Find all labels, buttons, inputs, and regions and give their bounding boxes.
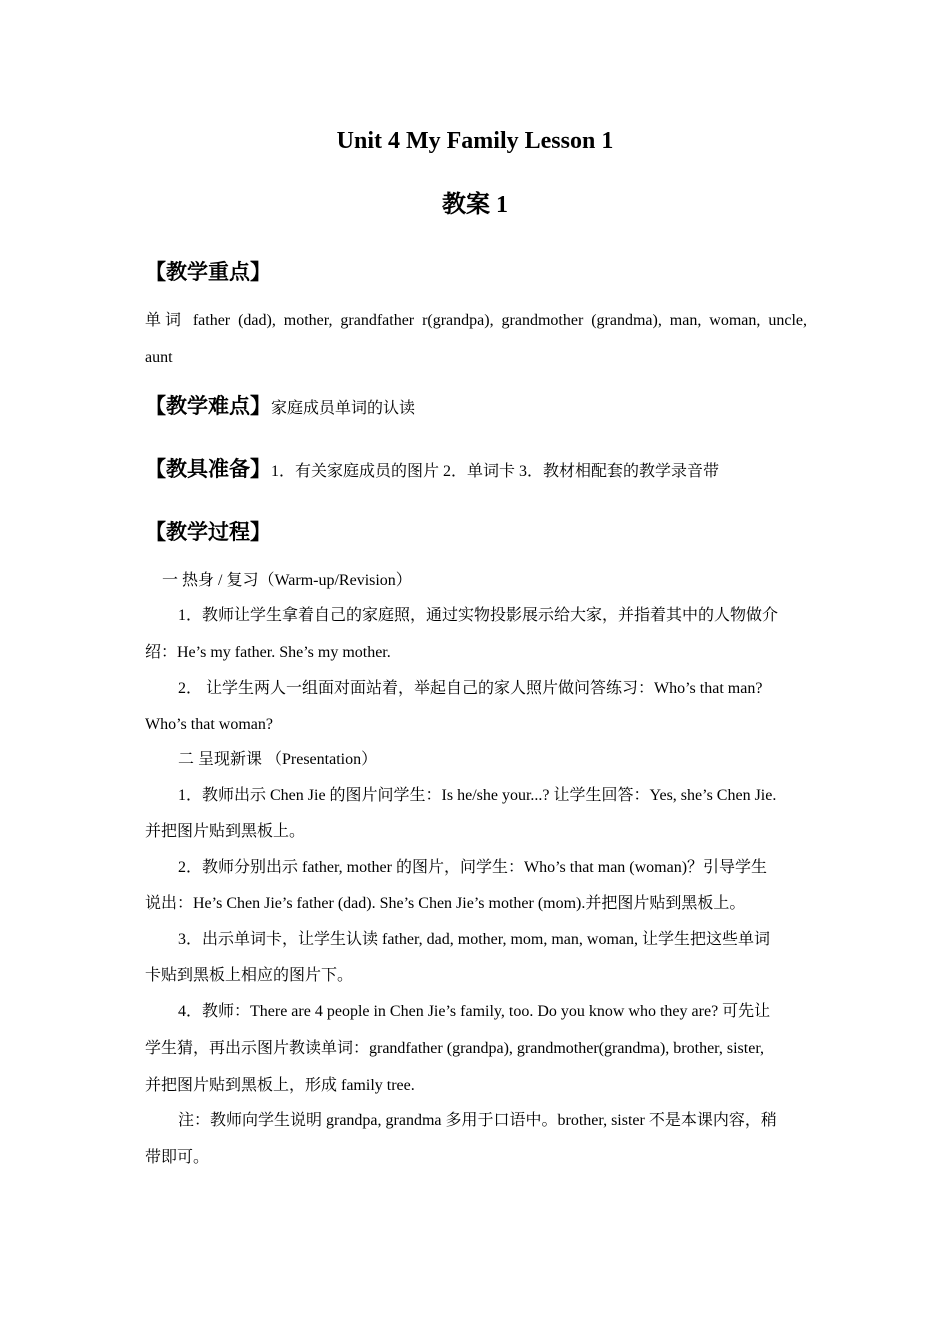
materials-heading: 【教具准备】: [145, 457, 271, 481]
note-line2: 带即可。: [145, 1149, 210, 1166]
step2-p4-line1: 4．教师：There are 4 people in Chen Jie’s family, too. Do you know who they are? 可先让: [178, 1003, 771, 1020]
step1-p2-line1: 2． 让学生两人一组面对面站着，举起自己的家人照片做问答练习：Who’s that man?: [178, 680, 763, 697]
difficulty-text: 家庭成员单词的认读: [271, 400, 416, 417]
step2-p4-line2: 学生猜，再出示图片教读单词：grandfather (grandpa), grandmother(grandma), brother, sister,: [145, 1040, 765, 1057]
key-points-heading: 【教学重点】: [145, 260, 271, 284]
step2-p4-line3: 并把图片贴到黑板上，形成 family tree.: [145, 1077, 415, 1094]
step2-p2-line2: 说出：He’s Chen Jie’s father (dad). She’s Chen Jie’s mother (mom).并把图片贴到黑板上。: [145, 895, 746, 912]
step2-p2-line1: 2．教师分别出示 father, mother 的图片，问学生：Who’s that man (woman)？引导学生: [178, 859, 768, 876]
step1-p2-line2: Who’s that woman?: [145, 716, 273, 733]
materials-text: 1．有关家庭成员的图片 2．单词卡 3．教材相配套的教学录音带: [271, 463, 720, 480]
step2-p3-line1: 3．出示单词卡，让学生认读 father, dad, mother, mom, man, woman, 让学生把这些单词: [178, 931, 770, 948]
step1-p1-line1: 1．教师让学生拿着自己的家庭照，通过实物投影展示给大家，并指着其中的人物做介: [178, 607, 779, 624]
difficulty-section: [145, 392, 415, 423]
process-heading: 【教学过程】: [145, 520, 271, 544]
difficulty-heading: 【教学难点】: [145, 394, 271, 418]
key-points-line-1: 单词 father (dad), mother, grandfather r(grandpa), grandmother (grandma), man, woman, uncle,: [145, 312, 807, 329]
step2-p1-line2: 并把图片贴到黑板上。: [145, 823, 306, 840]
step2-p3-line2: 卡贴到黑板上相应的图片下。: [145, 967, 354, 984]
note-line1: 注：教师向学生说明 grandpa, grandma 多用于口语中。brother, sister 不是本课内容，稍: [178, 1112, 777, 1129]
document-title: Unit 4 My Family Lesson 1: [336, 128, 614, 154]
step1-title: 一 热身 / 复习（Warm-up/Revision）: [162, 572, 412, 589]
step1-p1-line2: 绍：He’s my father. She’s my mother.: [145, 644, 391, 661]
document-subtitle: 教案 1: [442, 192, 508, 218]
materials-section: [145, 455, 719, 486]
key-points-line-2: aunt: [145, 349, 173, 366]
step2-title: 二 呈现新课 （Presentation）: [178, 751, 378, 768]
step2-p1-line1: 1．教师出示 Chen Jie 的图片问学生：Is he/she your...? 让学生回答：Yes, she’s Chen Jie.: [178, 787, 777, 804]
